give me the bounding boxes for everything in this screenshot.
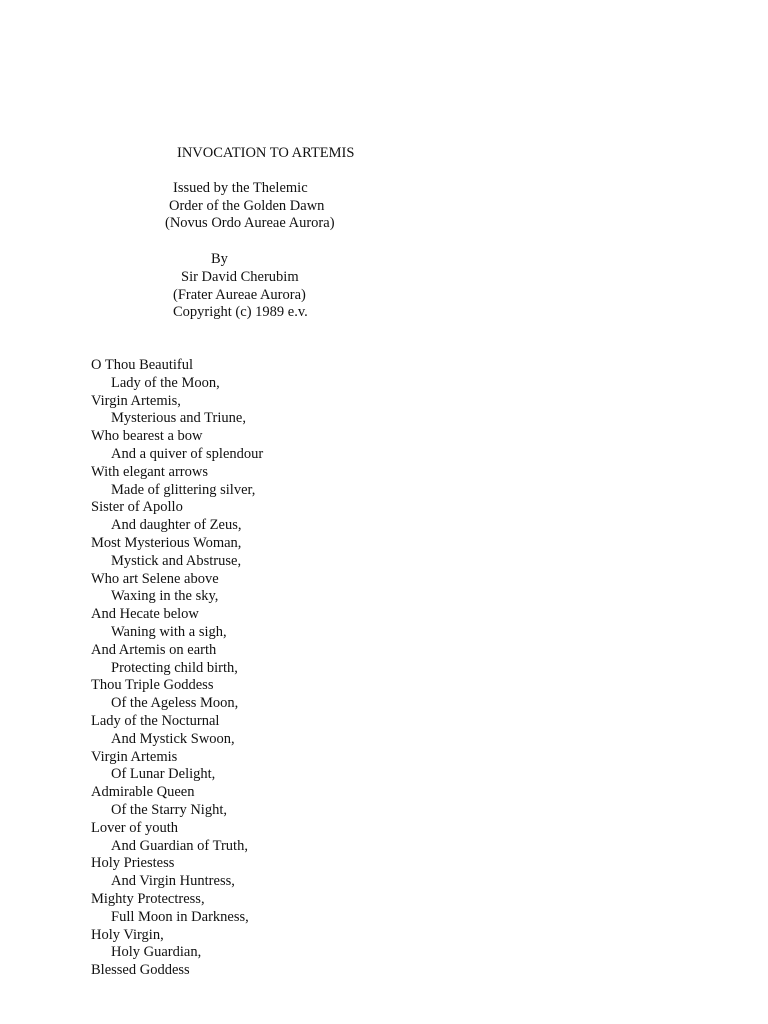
issued-line-2: Order of the Golden Dawn (169, 198, 325, 214)
poem-line: And Virgin Huntress, (111, 873, 235, 890)
poem-line: Waning with a sigh, (111, 623, 227, 640)
poem-line: Lady of the Nocturnal (91, 712, 220, 729)
poem-line: And Mystick Swoon, (111, 730, 235, 747)
issued-line-1: Issued by the Thelemic (173, 180, 308, 196)
poem-line: And daughter of Zeus, (111, 517, 242, 534)
poem-line: Protecting child birth, (111, 659, 238, 676)
author-name: Sir David Cherubim (181, 269, 299, 285)
issued-line-3: (Novus Ordo Aureae Aurora) (165, 215, 335, 231)
poem-line: And Artemis on earth (91, 641, 217, 658)
poem-line: Made of glittering silver, (111, 481, 256, 498)
poem-line: And a quiver of splendour (111, 445, 264, 462)
poem-line: Virgin Artemis (91, 748, 178, 765)
poem-line: And Hecate below (91, 606, 199, 623)
poem-line: O Thou Beautiful (91, 357, 194, 373)
poem-line: With elegant arrows (91, 463, 208, 480)
poem-line: Who art Selene above (91, 570, 219, 587)
poem-line: Of the Ageless Moon, (111, 695, 239, 712)
poem-line: Mystick and Abstruse, (111, 552, 242, 569)
poem-line: Who bearest a bow (91, 428, 203, 445)
by-label: By (211, 251, 228, 267)
copyright-notice: Copyright (c) 1989 e.v. (173, 304, 308, 320)
poem-line: Blessed Goddess (91, 962, 190, 979)
poem-line: Mysterious and Triune, (111, 410, 246, 427)
poem-line: Of the Starry Night, (111, 801, 227, 818)
document-title: INVOCATION TO ARTEMIS (177, 145, 355, 161)
author-alias: (Frater Aureae Aurora) (173, 287, 306, 303)
poem-line: Of Lunar Delight, (111, 766, 216, 783)
poem-line: Mighty Protectress, (91, 890, 205, 907)
poem-line: Virgin Artemis, (91, 392, 181, 409)
poem-line: And Guardian of Truth, (111, 837, 248, 854)
poem-line: Lover of youth (91, 819, 178, 836)
poem-line: Lady of the Moon, (111, 374, 220, 391)
poem-line: Sister of Apollo (91, 499, 183, 516)
poem-line: Full Moon in Darkness, (111, 908, 249, 925)
poem-line: Most Mysterious Woman, (91, 534, 242, 551)
poem-line: Thou Triple Goddess (91, 677, 214, 694)
poem-line: Holy Virgin, (91, 926, 164, 943)
poem-line: Holy Priestess (91, 855, 175, 872)
poem-line: Waxing in the sky, (111, 588, 219, 605)
poem-body (91, 357, 263, 980)
poem-line: Holy Guardian, (111, 944, 202, 961)
poem-line: Admirable Queen (91, 784, 195, 801)
